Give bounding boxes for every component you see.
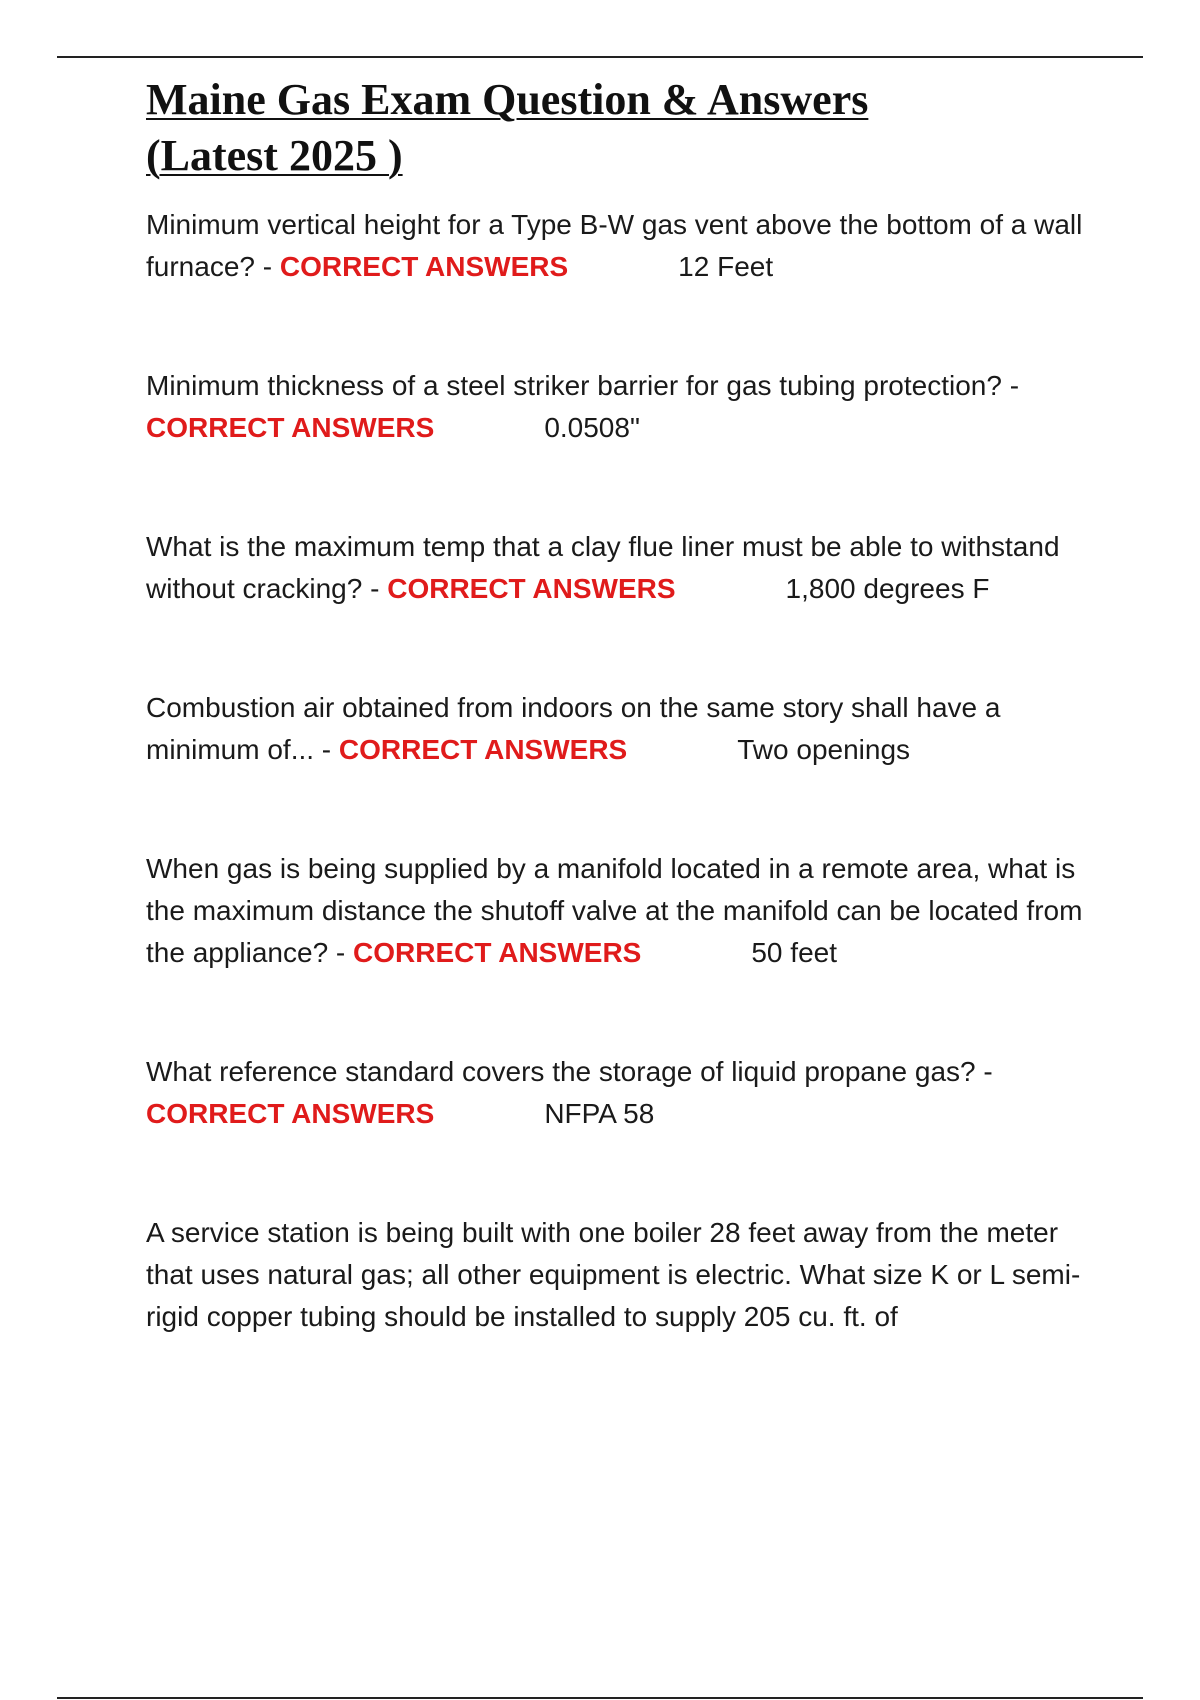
question-text: What is the maximum temp that a clay flue liner must be able to withstand without cracking? - <box>146 531 1060 604</box>
correct-answers-label: CORRECT ANSWERS <box>353 937 642 968</box>
title-line-2: (Latest 2025 ) <box>146 131 403 180</box>
answer-text: Two openings <box>737 734 911 765</box>
question-text: Minimum vertical height for a Type B-W gas vent above the bottom of a wall furnace? - <box>146 209 1083 282</box>
correct-answers-label: CORRECT ANSWERS <box>338 734 628 765</box>
answer-text: 1,800 degrees F <box>785 573 990 604</box>
qa-item-7-partial <box>146 1212 1106 1338</box>
correct-answers-label: CORRECT ANSWERS <box>387 573 676 604</box>
answer-text: 0.0508" <box>544 412 640 443</box>
qa-item-5 <box>146 848 1106 974</box>
qa-item-2 <box>146 365 1106 449</box>
answer-text: 12 Feet <box>678 251 774 282</box>
answer-text: NFPA 58 <box>544 1098 655 1129</box>
document-title <box>146 72 1106 184</box>
qa-item-4 <box>146 687 1106 771</box>
qa-item-3 <box>146 526 1106 610</box>
title-line-1: Maine Gas Exam Question & Answers <box>146 75 869 124</box>
qa-item-6 <box>146 1051 1106 1135</box>
question-text: Combustion air obtained from indoors on the same story shall have a minimum of... - <box>146 692 1001 765</box>
question-text: Minimum thickness of a steel striker barrier for gas tubing protection? - <box>146 370 1020 401</box>
correct-answers-label: CORRECT ANSWERS <box>146 412 435 443</box>
footer-rule <box>57 1697 1143 1699</box>
qa-item-1 <box>146 204 1106 288</box>
document-body <box>146 72 1106 1338</box>
question-text: What reference standard covers the storage of liquid propane gas? - <box>146 1056 993 1087</box>
question-text: A service station is being built with one boiler 28 feet away from the meter that uses natural gas; all other equipment is electric. What size K or L semi-rigid copper tubing should be installed to supply 205 cu. ft. of <box>146 1217 1081 1332</box>
correct-answers-label: CORRECT ANSWERS <box>279 251 569 282</box>
correct-answers-label: CORRECT ANSWERS <box>146 1098 435 1129</box>
question-text: When gas is being supplied by a manifold located in a remote area, what is the maximum distance the shutoff valve at the manifold can be located from the appliance? - <box>146 853 1083 968</box>
header-rule <box>57 56 1143 58</box>
answer-text: 50 feet <box>751 937 837 968</box>
